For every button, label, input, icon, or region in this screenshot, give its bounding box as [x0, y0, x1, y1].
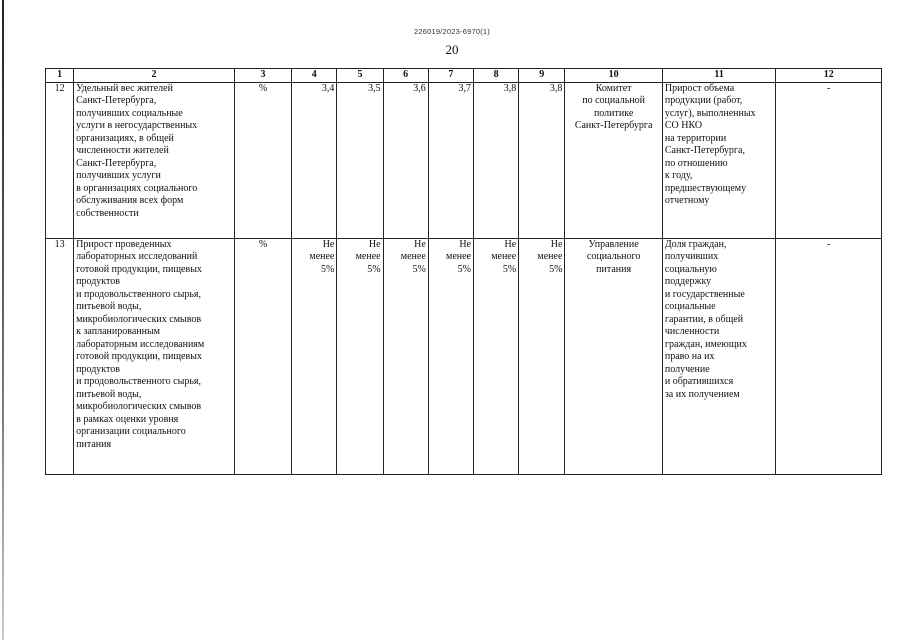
indicator-name: Удельный вес жителей Санкт-Петербурга, получивших социальные услуги в негосударственных организациях, в общей численности жителей Санкт-Петербурга, получивших услуги в организациях социального обслуживания всех форм собственности	[74, 82, 235, 238]
value-col-6: Не менее 5%	[383, 238, 428, 474]
executor: Управление социального питания	[565, 238, 662, 474]
header-cell-12: 12	[776, 69, 882, 83]
row-number: 13	[46, 238, 74, 474]
value-col-9: 3,8	[519, 82, 565, 238]
header-cell-11: 11	[662, 69, 776, 83]
unit: %	[234, 82, 291, 238]
value-col-4: 3,4	[292, 82, 337, 238]
header-cell-2: 2	[74, 69, 235, 83]
indicators-table	[45, 68, 882, 475]
header-row	[46, 69, 882, 83]
value-col-6: 3,6	[383, 82, 428, 238]
row-number: 12	[46, 82, 74, 238]
page-number: 20	[445, 42, 459, 57]
header-cell-5: 5	[337, 69, 383, 83]
result-indicator: Доля граждан, получивших социальную поддержку и государственные социальные гарантии, в общей численности граждан, имеющих право на их получение и обратившихся за их получением	[662, 238, 776, 474]
result-indicator: Прирост объема продукции (работ, услуг), выполненных СО НКО на территории Санкт-Петербурга, по отношению к году, предшествующему отчетному	[662, 82, 776, 238]
value-col-9: Не менее 5%	[519, 238, 565, 474]
scan-edge	[2, 0, 4, 640]
value-col-5: 3,5	[337, 82, 383, 238]
header-cell-7: 7	[428, 69, 473, 83]
note: -	[776, 82, 882, 238]
header-cell-3: 3	[234, 69, 291, 83]
indicator-name: Прирост проведенных лабораторных исследований готовой продукции, пищевых продуктов и продовольственного сырья, питьевой воды, микробиологических смывов к запланированным лабораторным исследованиям готовой продукции, пищевых продуктов и продовольственного сырья, питьевой воды, микробиологических смывов в рамках оценки уровня организации социального питания	[74, 238, 235, 474]
document-id: 226019/2023-6970(1)	[414, 27, 490, 36]
header-cell-8: 8	[473, 69, 518, 83]
value-col-5: Не менее 5%	[337, 238, 383, 474]
value-col-8: 3,8	[473, 82, 518, 238]
header-cell-10: 10	[565, 69, 662, 83]
table-row	[46, 238, 882, 474]
header-cell-6: 6	[383, 69, 428, 83]
header-cell-4: 4	[292, 69, 337, 83]
header-cell-1: 1	[46, 69, 74, 83]
note: -	[776, 238, 882, 474]
value-col-7: Не менее 5%	[428, 238, 473, 474]
value-col-7: 3,7	[428, 82, 473, 238]
executor: Комитет по социальной политике Санкт-Петербурга	[565, 82, 662, 238]
header-cell-9: 9	[519, 69, 565, 83]
unit: %	[234, 238, 291, 474]
value-col-4: Не менее 5%	[292, 238, 337, 474]
value-col-8: Не менее 5%	[473, 238, 518, 474]
table-row	[46, 82, 882, 238]
